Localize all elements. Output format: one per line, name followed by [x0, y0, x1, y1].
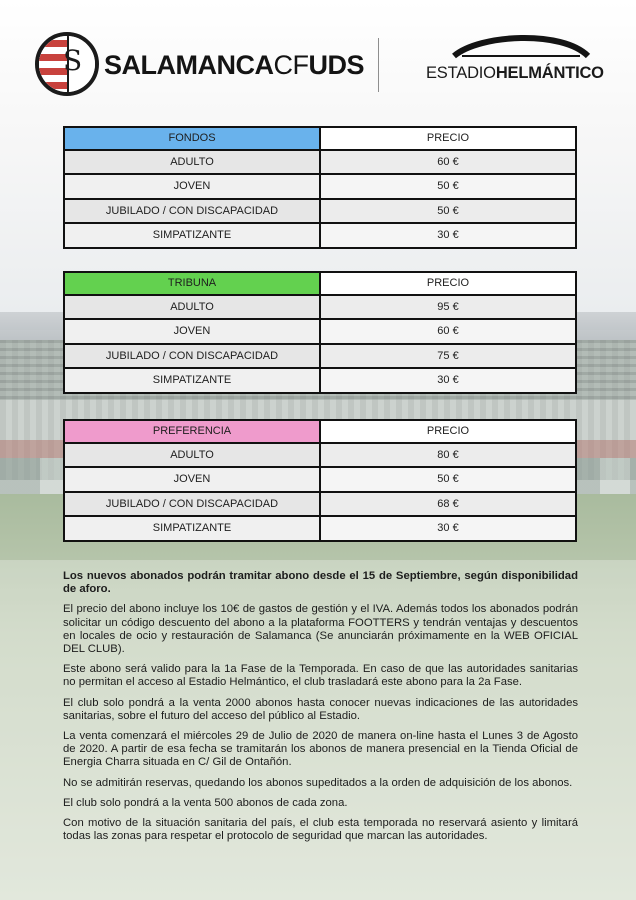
price-cell: 30 €: [321, 369, 577, 394]
info-text: [63, 570, 578, 850]
category-cell: JOVEN: [63, 175, 321, 200]
category-cell: ADULTO: [63, 151, 321, 176]
table-row: [63, 224, 577, 249]
info-paragraph: Con motivo de la situación sanitaria del país, el club esta temporada no reservará asiento y limitará todas las zonas para respetar el protocolo de seguridad que marcan las autoridades.: [63, 817, 578, 843]
zone-header-preferencia: PREFERENCIA: [63, 419, 321, 444]
info-lead: Los nuevos abonados podrán tramitar abono desde el 15 de Septiembre, según disponibilidad de aforo.: [63, 570, 578, 596]
category-cell: SIMPATIZANTE: [63, 224, 321, 249]
price-cell: 75 €: [321, 345, 577, 370]
price-cell: 95 €: [321, 296, 577, 321]
category-cell: JOVEN: [63, 320, 321, 345]
table-row: [63, 468, 577, 493]
table-row: [63, 175, 577, 200]
club-crest-logo: S: [35, 32, 99, 96]
info-paragraph: No se admitirán reservas, quedando los abonos supeditados a la orden de adquisición de los abonos.: [63, 776, 573, 789]
price-header: PRECIO: [321, 419, 577, 444]
category-cell: ADULTO: [63, 296, 321, 321]
table-row: [63, 517, 577, 542]
table-row: [63, 345, 577, 370]
category-cell: JUBILADO / CON DISCAPACIDAD: [63, 200, 321, 225]
zone-header-fondos: FONDOS: [63, 126, 321, 151]
stadium-roof-logo: [450, 26, 592, 62]
price-header: PRECIO: [321, 126, 577, 151]
price-cell: 60 €: [321, 151, 577, 176]
price-table-preferencia: [63, 419, 577, 542]
category-cell: ADULTO: [63, 444, 321, 469]
price-cell: 80 €: [321, 444, 577, 469]
price-cell: 50 €: [321, 200, 577, 225]
table-row: [63, 200, 577, 225]
category-cell: SIMPATIZANTE: [63, 517, 321, 542]
info-paragraph: Este abono será valido para la 1a Fase de la Temporada. En caso de que las autoridades sanitarias no permitan el acceso al Estadio Helmántico, el club trasladará este abono para la 2a Fase.: [63, 663, 578, 689]
price-table-fondos: [63, 126, 577, 249]
table-row: [63, 151, 577, 176]
price-cell: 68 €: [321, 493, 577, 518]
price-table-tribuna: [63, 271, 577, 394]
price-cell: 60 €: [321, 320, 577, 345]
header: [0, 0, 636, 120]
price-cell: 50 €: [321, 468, 577, 493]
table-row: [63, 320, 577, 345]
price-cell: 30 €: [321, 224, 577, 249]
table-row: [63, 444, 577, 469]
category-cell: JUBILADO / CON DISCAPACIDAD: [63, 493, 321, 518]
info-paragraph: El club solo pondrá a la venta 500 abonos de cada zona.: [63, 796, 348, 809]
stadium-name: ESTADIOHELMÁNTICO: [426, 64, 604, 82]
info-paragraph: El club solo pondrá a la venta 2000 abonos hasta conocer nuevas indicaciones de las autoridades sanitarias, sobre el futuro del acceso del público al Estadio.: [63, 696, 578, 722]
info-paragraph: El precio del abono incluye los 10€ de gastos de gestión y el IVA. Además todos los abonados podrán solicitar un código descuento del abono a la plataforma FOOTTERS y tendrán ventajas y descuentos en locales de ocio y restauración de Salamanca (Se anunciarán próximamente en la WEB OFICIAL DEL CLUB).: [63, 603, 578, 656]
price-cell: 30 €: [321, 517, 577, 542]
price-header: PRECIO: [321, 271, 577, 296]
info-paragraph: La venta comenzará el miércoles 29 de Julio de 2020 de manera on-line hasta el Lunes 3 de Agosto de 2020. A partir de esa fecha se tramitarán los abonos de manera presencial en la Tienda Oficial de Energia Charra situada en C/ Gil de Ontañón.: [63, 730, 578, 769]
table-row: [63, 296, 577, 321]
category-cell: JUBILADO / CON DISCAPACIDAD: [63, 345, 321, 370]
header-divider: [378, 38, 379, 92]
category-cell: JOVEN: [63, 468, 321, 493]
table-row: [63, 369, 577, 394]
club-name: SALAMANCACFUDS: [104, 50, 364, 80]
price-cell: 50 €: [321, 175, 577, 200]
category-cell: SIMPATIZANTE: [63, 369, 321, 394]
zone-header-tribuna: TRIBUNA: [63, 271, 321, 296]
table-row: [63, 493, 577, 518]
